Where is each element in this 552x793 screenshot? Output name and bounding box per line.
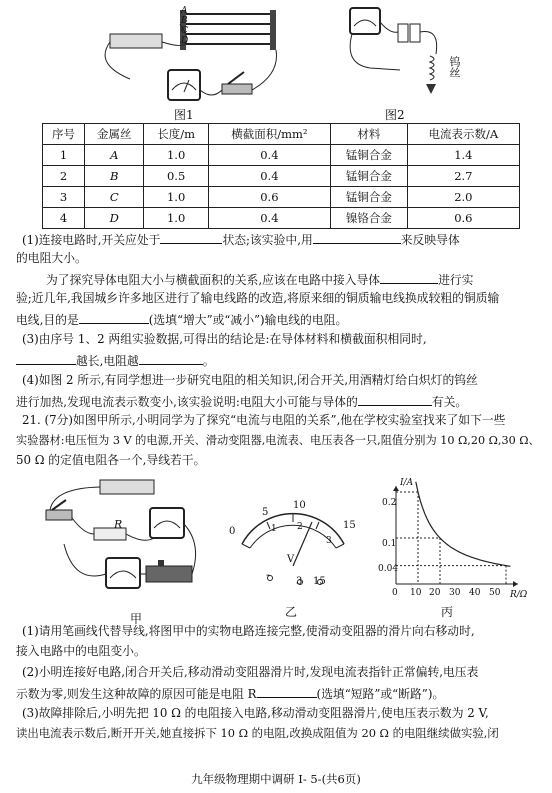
table-cell: 0.4 [208,145,330,166]
q1-text-a: (1)连接电路时,开关应处于 [22,233,161,247]
q2-text-e: (选填“增大”或“减小”)输电线的电阻。 [148,313,348,327]
scale-bottom-1: 1 [271,524,277,534]
table-cell: 0.5 [144,166,208,187]
graph-ytick-0.04: 0.04 [378,564,399,574]
col-header: 序号 [43,124,85,145]
graph-xtick-20: 20 [429,588,441,598]
q2-line-3 [16,312,536,327]
graph-xtick-50: 50 [489,588,501,598]
s2-line-2 [16,686,536,701]
q2-text-a: 为了探究导体电阻大小与横截面积的关系,应该在电路中接入导体 [46,273,381,287]
q1-text-d: 的电阻大小。 [16,251,87,265]
q3-line-1 [22,333,542,346]
answer-blank-indicator[interactable] [313,232,401,244]
table-cell: 0.4 [208,166,330,187]
col-header: 长度/m [144,124,208,145]
graph-xtick-30: 30 [449,588,461,598]
q3-text-c: 。 [202,354,215,368]
scale-top-10: 10 [293,500,306,511]
terminal-3: 3 [296,576,303,587]
figure-bing-caption: 丙 [441,605,454,619]
s3-line-1 [22,707,542,720]
figure-jia-caption: 甲 [130,612,143,626]
col-header: 电流表示数/A [407,124,519,145]
table-cell: 锰铜合金 [331,145,408,166]
graph-ylabel: I/A [400,478,414,488]
q3-text-b: 越长,电阻越 [76,354,139,368]
table-header-row [43,124,520,145]
voltmeter-v-label: V [287,554,295,565]
answer-blank-factor[interactable] [358,394,432,406]
q3-line-2 [16,353,536,368]
s1-line-2 [16,645,536,658]
col-header: 横截面积/mm² [208,124,330,145]
q2-text-b: 进行实 [438,273,474,287]
s2-text-a: (2)小明连接好电路,闭合开关后,移动滑动变阻器滑片时,发现电流表指针正常偏转,电压表 [22,665,479,679]
q21-line-2 [16,434,540,447]
page-footer: 九年级物理期中调研 I- 5-(共6页) [191,772,361,786]
q2-text-d: 电线,目的是 [16,313,79,327]
answer-blank-switch-state[interactable] [160,232,222,244]
col-header: 材料 [331,124,408,145]
s3-line-2 [16,727,536,740]
figure-1-caption: 图1 [174,108,194,122]
figure-yi-caption: 乙 [285,605,298,619]
table-cell: A [85,145,144,166]
answer-blank-conductor[interactable] [380,272,438,284]
s1-text-a: (1)请用笔画线代替导线,将图甲中的实物电路连接完整,使滑动变阻器的滑片向右移动时, [22,624,475,638]
answer-blank-fault[interactable] [257,686,317,698]
answer-blank-quantity[interactable] [16,353,76,365]
terminal-15: 15 [313,576,326,587]
graph-xtick-0: 0 [392,588,398,598]
q21-line-1 [22,414,542,427]
wire-label-d: D [181,36,189,46]
s1-line-1 [22,625,542,638]
s2-text-c: (选填“短路”或“断路”)。 [316,687,445,701]
scale-top-5: 5 [262,507,269,518]
table-cell: 0.6 [407,208,519,229]
q1-line-2 [16,252,536,265]
q1-text-b: 状态;该实验中,用 [222,233,313,247]
graph-ytick-0.1: 0.1 [382,539,397,549]
s2-line-1 [22,666,542,679]
scale-top-15: 15 [343,520,356,531]
q2-line-1 [46,272,552,287]
s2-text-b: 示数为零,则发生这种故障的原因可能是电阻 R [16,687,257,701]
table-cell: 2 [43,166,85,187]
q1-line-1 [22,232,542,247]
figure-1 [90,4,290,122]
q4-text-c: 有关。 [431,395,468,409]
q21-text-c: 50 Ω 的定值电阻各一个,导线若干。 [16,453,206,467]
graph-xtick-10: 10 [410,588,422,598]
terminal-minus: - [266,568,270,581]
graph-xlabel: R/Ω [510,590,528,600]
q2-text-c: 验;近几年,我国城乡许多地区进行了输电线路的改造,将原来细的铜质输电线换成较粗的铜质输 [16,291,500,305]
q2-line-2 [16,292,536,305]
figure-bing-graph [376,478,526,603]
q21-text-b: 实验器材:电压恒为 3 V 的电源,开关、滑动变阻器,电流表、电压表各一只,阻值分别为 10 Ω,20 Ω,30 Ω、 [16,434,540,447]
wire-label-c: C [181,26,188,36]
table-cell: 镍铬合金 [331,208,408,229]
wire-label-a: A [181,6,188,16]
figure-jia-circuit [34,474,204,609]
q4-line-1 [22,374,542,387]
table-cell: 1 [43,145,85,166]
q4-text-a: (4)如图 2 所示,有同学想进一步研究电阻的相关知识,闭合开关,用酒精灯给白炽灯的钨丝 [22,373,478,387]
answer-blank-purpose[interactable] [79,312,149,324]
wire-label-b: B [181,16,188,26]
scale-bottom-2: 2 [297,522,303,532]
s3-text-b: 读出电流表示数后,断开开关,她直接拆下 10 Ω 的电阻,改换成阻值为 20 Ω 的电阻继续做实验,闭 [16,726,499,740]
table-row [43,187,520,208]
table-row [43,145,520,166]
table-cell: 1.0 [144,208,208,229]
graph-ytick-0.2: 0.2 [382,498,397,508]
table-cell: D [85,208,144,229]
s3-text-a: (3)故障排除后,小明先把 10 Ω 的电阻接入电路,移动滑动变阻器滑片,使电压表示数为 2 V, [22,706,489,720]
graph-xtick-40: 40 [469,588,481,598]
table-cell: 锰铜合金 [331,187,408,208]
q3-text-a: (3)由序号 1、2 两组实验数据,可得出的结论是:在导体材料和横截面积相同时, [22,332,427,346]
table-row [43,208,520,229]
q4-text-b: 进行加热,发现电流表示数变小,该实验说明:电阻大小可能与导体的 [16,395,358,409]
answer-blank-conclusion[interactable] [139,353,203,365]
table-cell: 0.4 [208,208,330,229]
q21-line-3 [16,454,536,467]
scale-top-0: 0 [229,526,236,537]
q1-text-c: 来反映导体 [400,233,460,247]
s1-text-b: 接入电路中的电阻变小。 [16,644,146,658]
col-header: 金属丝 [85,124,144,145]
table-cell: 1.0 [144,145,208,166]
table-cell: B [85,166,144,187]
q21-text-a: 21. (7分)如图甲所示,小明同学为了探究“电流与电阻的关系”,他在学校实验室找来了如下一些 [22,413,506,427]
table-cell: 2.0 [407,187,519,208]
table-cell: 0.6 [208,187,330,208]
table-cell: 锰铜合金 [331,166,408,187]
table-cell: 2.7 [407,166,519,187]
figure-2-caption: 图2 [385,108,405,122]
q4-line-2 [16,394,536,409]
table-cell: 1.4 [407,145,519,166]
tungsten-label: 钨丝 [448,56,461,78]
data-table [42,123,520,229]
table-cell: 3 [43,187,85,208]
resistor-r-label: R [114,518,123,531]
table-cell: 1.0 [144,187,208,208]
table-row [43,166,520,187]
table-cell: 4 [43,208,85,229]
table-cell: C [85,187,144,208]
scale-bottom-3: 3 [326,536,332,546]
figure-yi-voltmeter [222,500,362,596]
